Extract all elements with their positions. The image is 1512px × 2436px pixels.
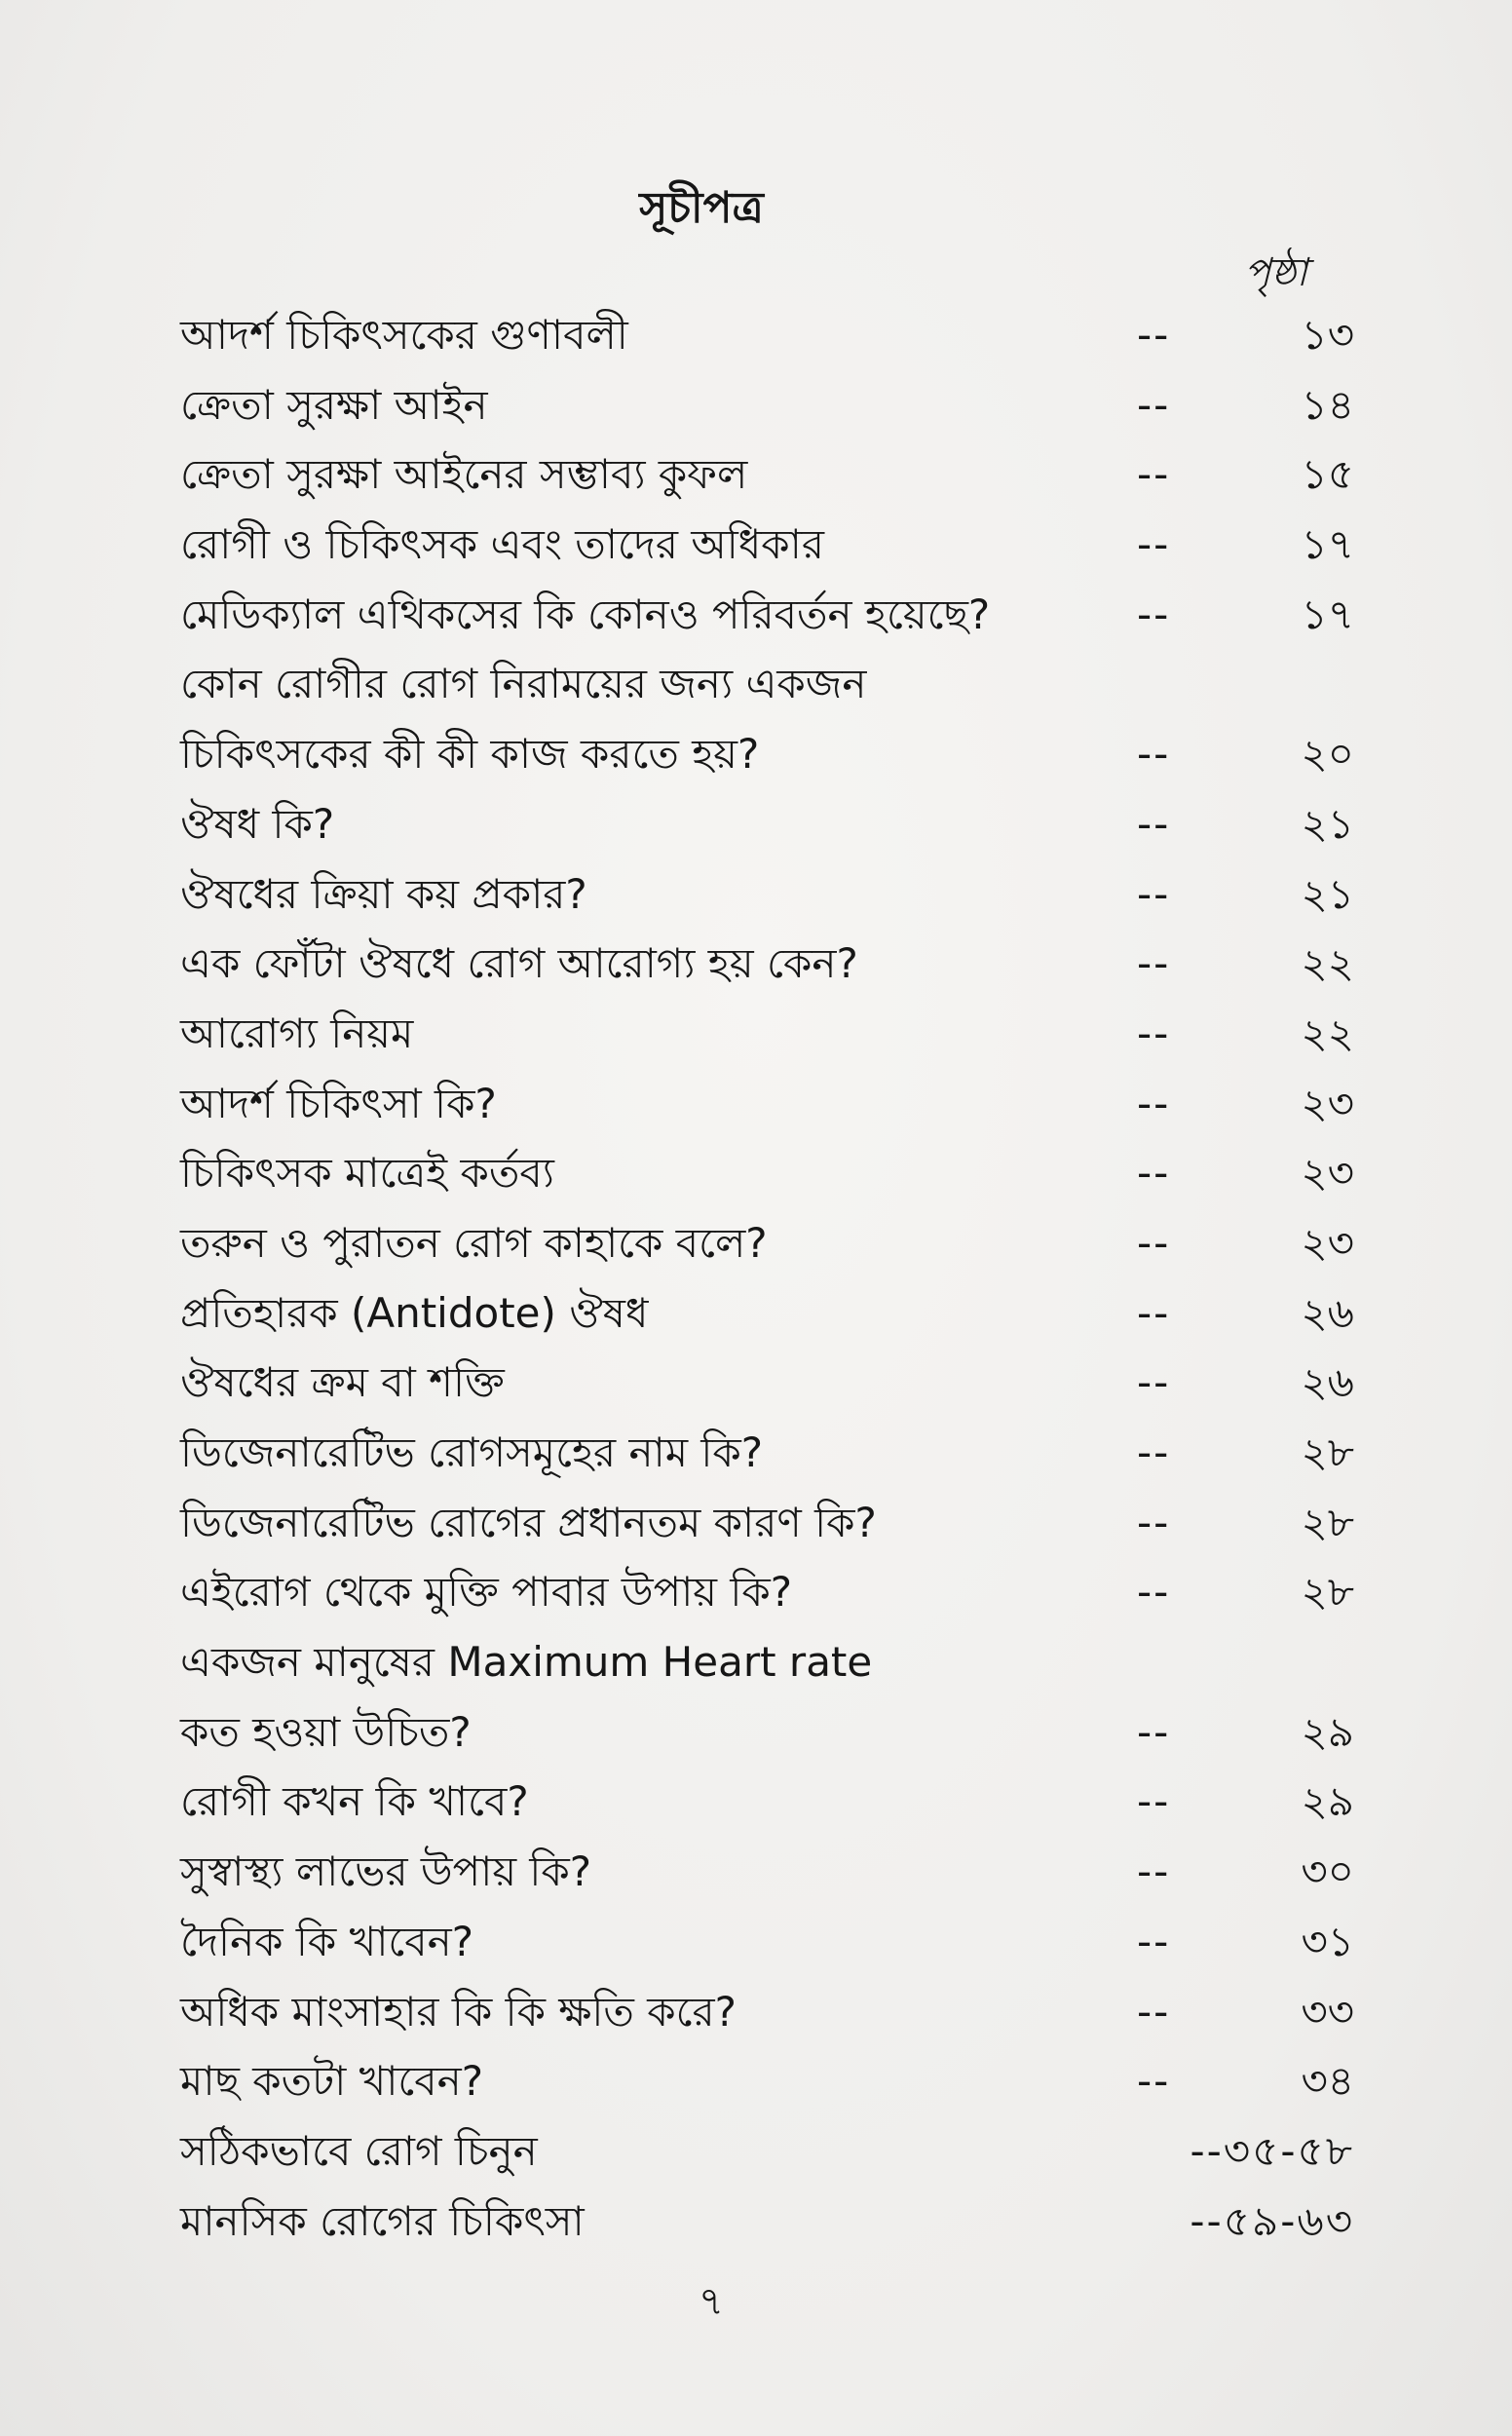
toc-entry-separator: -- <box>1137 1847 1171 1896</box>
toc-entry <box>180 719 1354 789</box>
toc-entry-page: ২১ <box>1301 869 1354 918</box>
toc-entry <box>180 1418 1354 1488</box>
toc-entry-page: ৩৪ <box>1301 2057 1354 2106</box>
toc-entry-title: আরোগ্য নিয়ম <box>180 1009 414 1057</box>
toc-entry-title: রোগী ও চিকিৎসক এবং তাদের অধিকার <box>180 520 824 569</box>
toc-entry-page: ৩১ <box>1301 1917 1354 1965</box>
toc-entry-page: ১৫ <box>1301 450 1354 499</box>
toc-entry <box>180 580 1354 650</box>
toc-entry-title: এইরোগ থেকে মুক্তি পাবার উপায় কি? <box>180 1568 793 1617</box>
toc-entry-separator: -- <box>1137 869 1171 918</box>
toc-entry-separator: -- <box>1137 1777 1171 1826</box>
toc-entry <box>180 439 1354 510</box>
toc-entry-title: একজন মানুষের Maximum Heart rate <box>180 1638 873 1687</box>
toc-entry-title: দৈনিক কি খাবেন? <box>180 1917 473 1965</box>
toc-entry-separator: -- <box>1137 1568 1171 1617</box>
toc-entry-title: কত হওয়া উচিত? <box>180 1707 472 1756</box>
toc-entry <box>180 1557 1354 1627</box>
page-column-label: পৃষ্ঠা <box>1244 250 1307 295</box>
toc-entry <box>180 2046 1354 2116</box>
toc-entry-title: ঔষধের ক্রিয়া কয় প্রকার? <box>180 869 587 918</box>
toc-entry-title: চিকিৎসক মাত্রেই কর্তব্য <box>180 1149 554 1198</box>
toc-entry-separator: -- <box>1137 1149 1171 1198</box>
toc-entry-page: ১৭ <box>1301 520 1354 569</box>
toc-entry <box>180 510 1354 580</box>
toc-entry-title: অধিক মাংসাহার কি কি ক্ষতি করে? <box>180 1987 737 2036</box>
toc-entry-page: ২৩ <box>1301 1218 1354 1267</box>
toc-entry-separator: -- <box>1137 799 1171 848</box>
table-of-contents <box>180 300 1354 2256</box>
toc-entry-page: ২৩ <box>1301 1149 1354 1198</box>
toc-entry <box>180 859 1354 930</box>
toc-entry-separator: --৫৯-৬৩ <box>1190 2196 1354 2245</box>
toc-entry-page: ২২ <box>1301 939 1354 988</box>
toc-entry-separator: -- <box>1137 730 1171 779</box>
toc-entry <box>180 1278 1354 1349</box>
toc-entry <box>180 999 1354 1069</box>
toc-entry-title: মানসিক রোগের চিকিৎসা <box>180 2196 585 2245</box>
toc-entry-title: সুস্বাস্থ্য লাভের উপায় কি? <box>180 1847 592 1896</box>
toc-entry-page: ২০ <box>1301 730 1354 779</box>
toc-entry-separator: -- <box>1137 1987 1171 2036</box>
toc-entry-title: এক ফোঁটা ঔষধে রোগ আরোগ্য হয় কেন? <box>180 939 858 988</box>
toc-entry-title: ক্রেতা সুরক্ষা আইন <box>180 380 488 429</box>
toc-entry-separator: -- <box>1137 311 1171 359</box>
toc-entry-page: ১৭ <box>1301 590 1354 638</box>
toc-entry-separator: -- <box>1137 1358 1171 1407</box>
toc-entry-separator: -- <box>1137 1009 1171 1057</box>
toc-entry-title: ঔষধ কি? <box>180 799 335 848</box>
toc-entry-page: ১৪ <box>1301 380 1354 429</box>
toc-entry-page: ১৩ <box>1301 311 1354 359</box>
toc-entry <box>180 1767 1354 1837</box>
toc-entry-separator: -- <box>1137 1498 1171 1546</box>
toc-entry-title: ঔষধের ক্রম বা শক্তি <box>180 1358 505 1407</box>
toc-entry <box>180 1837 1354 1907</box>
toc-entry-separator: -- <box>1137 1428 1171 1476</box>
toc-entry-title: কোন রোগীর রোগ নিরাময়ের জন্য একজন <box>180 660 867 708</box>
toc-entry <box>180 1348 1354 1418</box>
toc-entry-separator: -- <box>1137 1218 1171 1267</box>
toc-entry <box>180 2116 1354 2187</box>
toc-entry-separator: -- <box>1137 1917 1171 1965</box>
toc-entry-title: রোগী কখন কি খাবে? <box>180 1777 529 1826</box>
toc-entry-title: চিকিৎসকের কী কী কাজ করতে হয়? <box>180 730 760 779</box>
toc-entry-page: ২৩ <box>1301 1079 1354 1127</box>
toc-entry <box>180 300 1354 370</box>
toc-entry-page: ২৯ <box>1301 1707 1354 1756</box>
page-number: ৭ <box>698 2279 724 2324</box>
toc-entry-title: মেডিক্যাল এথিকসের কি কোনও পরিবর্তন হয়েছে? <box>180 590 991 638</box>
toc-entry <box>180 649 1354 719</box>
toc-entry-title: প্রতিহারক (Antidote) ঔষধ <box>180 1288 649 1337</box>
toc-entry-title: আদর্শ চিকিৎসা কি? <box>180 1079 497 1127</box>
toc-entry <box>180 1907 1354 1977</box>
toc-entry-separator: -- <box>1137 450 1171 499</box>
toc-entry-title: সঠিকভাবে রোগ চিনুন <box>180 2126 538 2175</box>
toc-entry-page: ২৯ <box>1301 1777 1354 1826</box>
toc-entry-title: মাছ কতটা খাবেন? <box>180 2057 483 2106</box>
toc-entry-page: ২৮ <box>1301 1498 1354 1546</box>
toc-entry-title: আদর্শ চিকিৎসকের গুণাবলী <box>180 311 628 359</box>
toc-entry-title: ডিজেনারেটিভ রোগের প্রধানতম কারণ কি? <box>180 1498 877 1546</box>
toc-entry <box>180 789 1354 859</box>
toc-entry-separator: -- <box>1137 1079 1171 1127</box>
toc-entry-separator: -- <box>1137 2057 1171 2106</box>
toc-entry-page: ২৮ <box>1301 1428 1354 1476</box>
toc-entry <box>180 2187 1354 2257</box>
toc-entry <box>180 1138 1354 1208</box>
toc-entry-separator: -- <box>1137 590 1171 638</box>
toc-entry-separator: -- <box>1137 939 1171 988</box>
toc-entry-title: ডিজেনারেটিভ রোগসমূহের নাম কি? <box>180 1428 764 1476</box>
toc-entry-page: ২৬ <box>1301 1358 1354 1407</box>
toc-entry-separator: -- <box>1137 380 1171 429</box>
toc-entry <box>180 1488 1354 1558</box>
toc-entry-separator: --৩৫-৫৮ <box>1190 2126 1354 2175</box>
toc-entry <box>180 1977 1354 2047</box>
toc-entry-separator: -- <box>1137 520 1171 569</box>
page-title: সূচীপত্র <box>639 183 764 233</box>
toc-entry-title: ক্রেতা সুরক্ষা আইনের সম্ভাব্য কুফল <box>180 450 748 499</box>
toc-entry <box>180 370 1354 440</box>
toc-entry <box>180 1069 1354 1139</box>
toc-entry-title: তরুন ও পুরাতন রোগ কাহাকে বলে? <box>180 1218 768 1267</box>
toc-entry-page: ২২ <box>1301 1009 1354 1057</box>
toc-entry-page: ২৮ <box>1301 1568 1354 1617</box>
toc-entry <box>180 1208 1354 1278</box>
toc-entry-page: ৩০ <box>1301 1847 1354 1896</box>
toc-entry-separator: -- <box>1137 1707 1171 1756</box>
toc-entry <box>180 1697 1354 1768</box>
toc-entry-page: ৩৩ <box>1301 1987 1354 2036</box>
toc-entry <box>180 929 1354 999</box>
toc-entry <box>180 1627 1354 1697</box>
toc-entry-page: ২৬ <box>1301 1288 1354 1337</box>
toc-entry-page: ২১ <box>1301 799 1354 848</box>
toc-entry-separator: -- <box>1137 1288 1171 1337</box>
